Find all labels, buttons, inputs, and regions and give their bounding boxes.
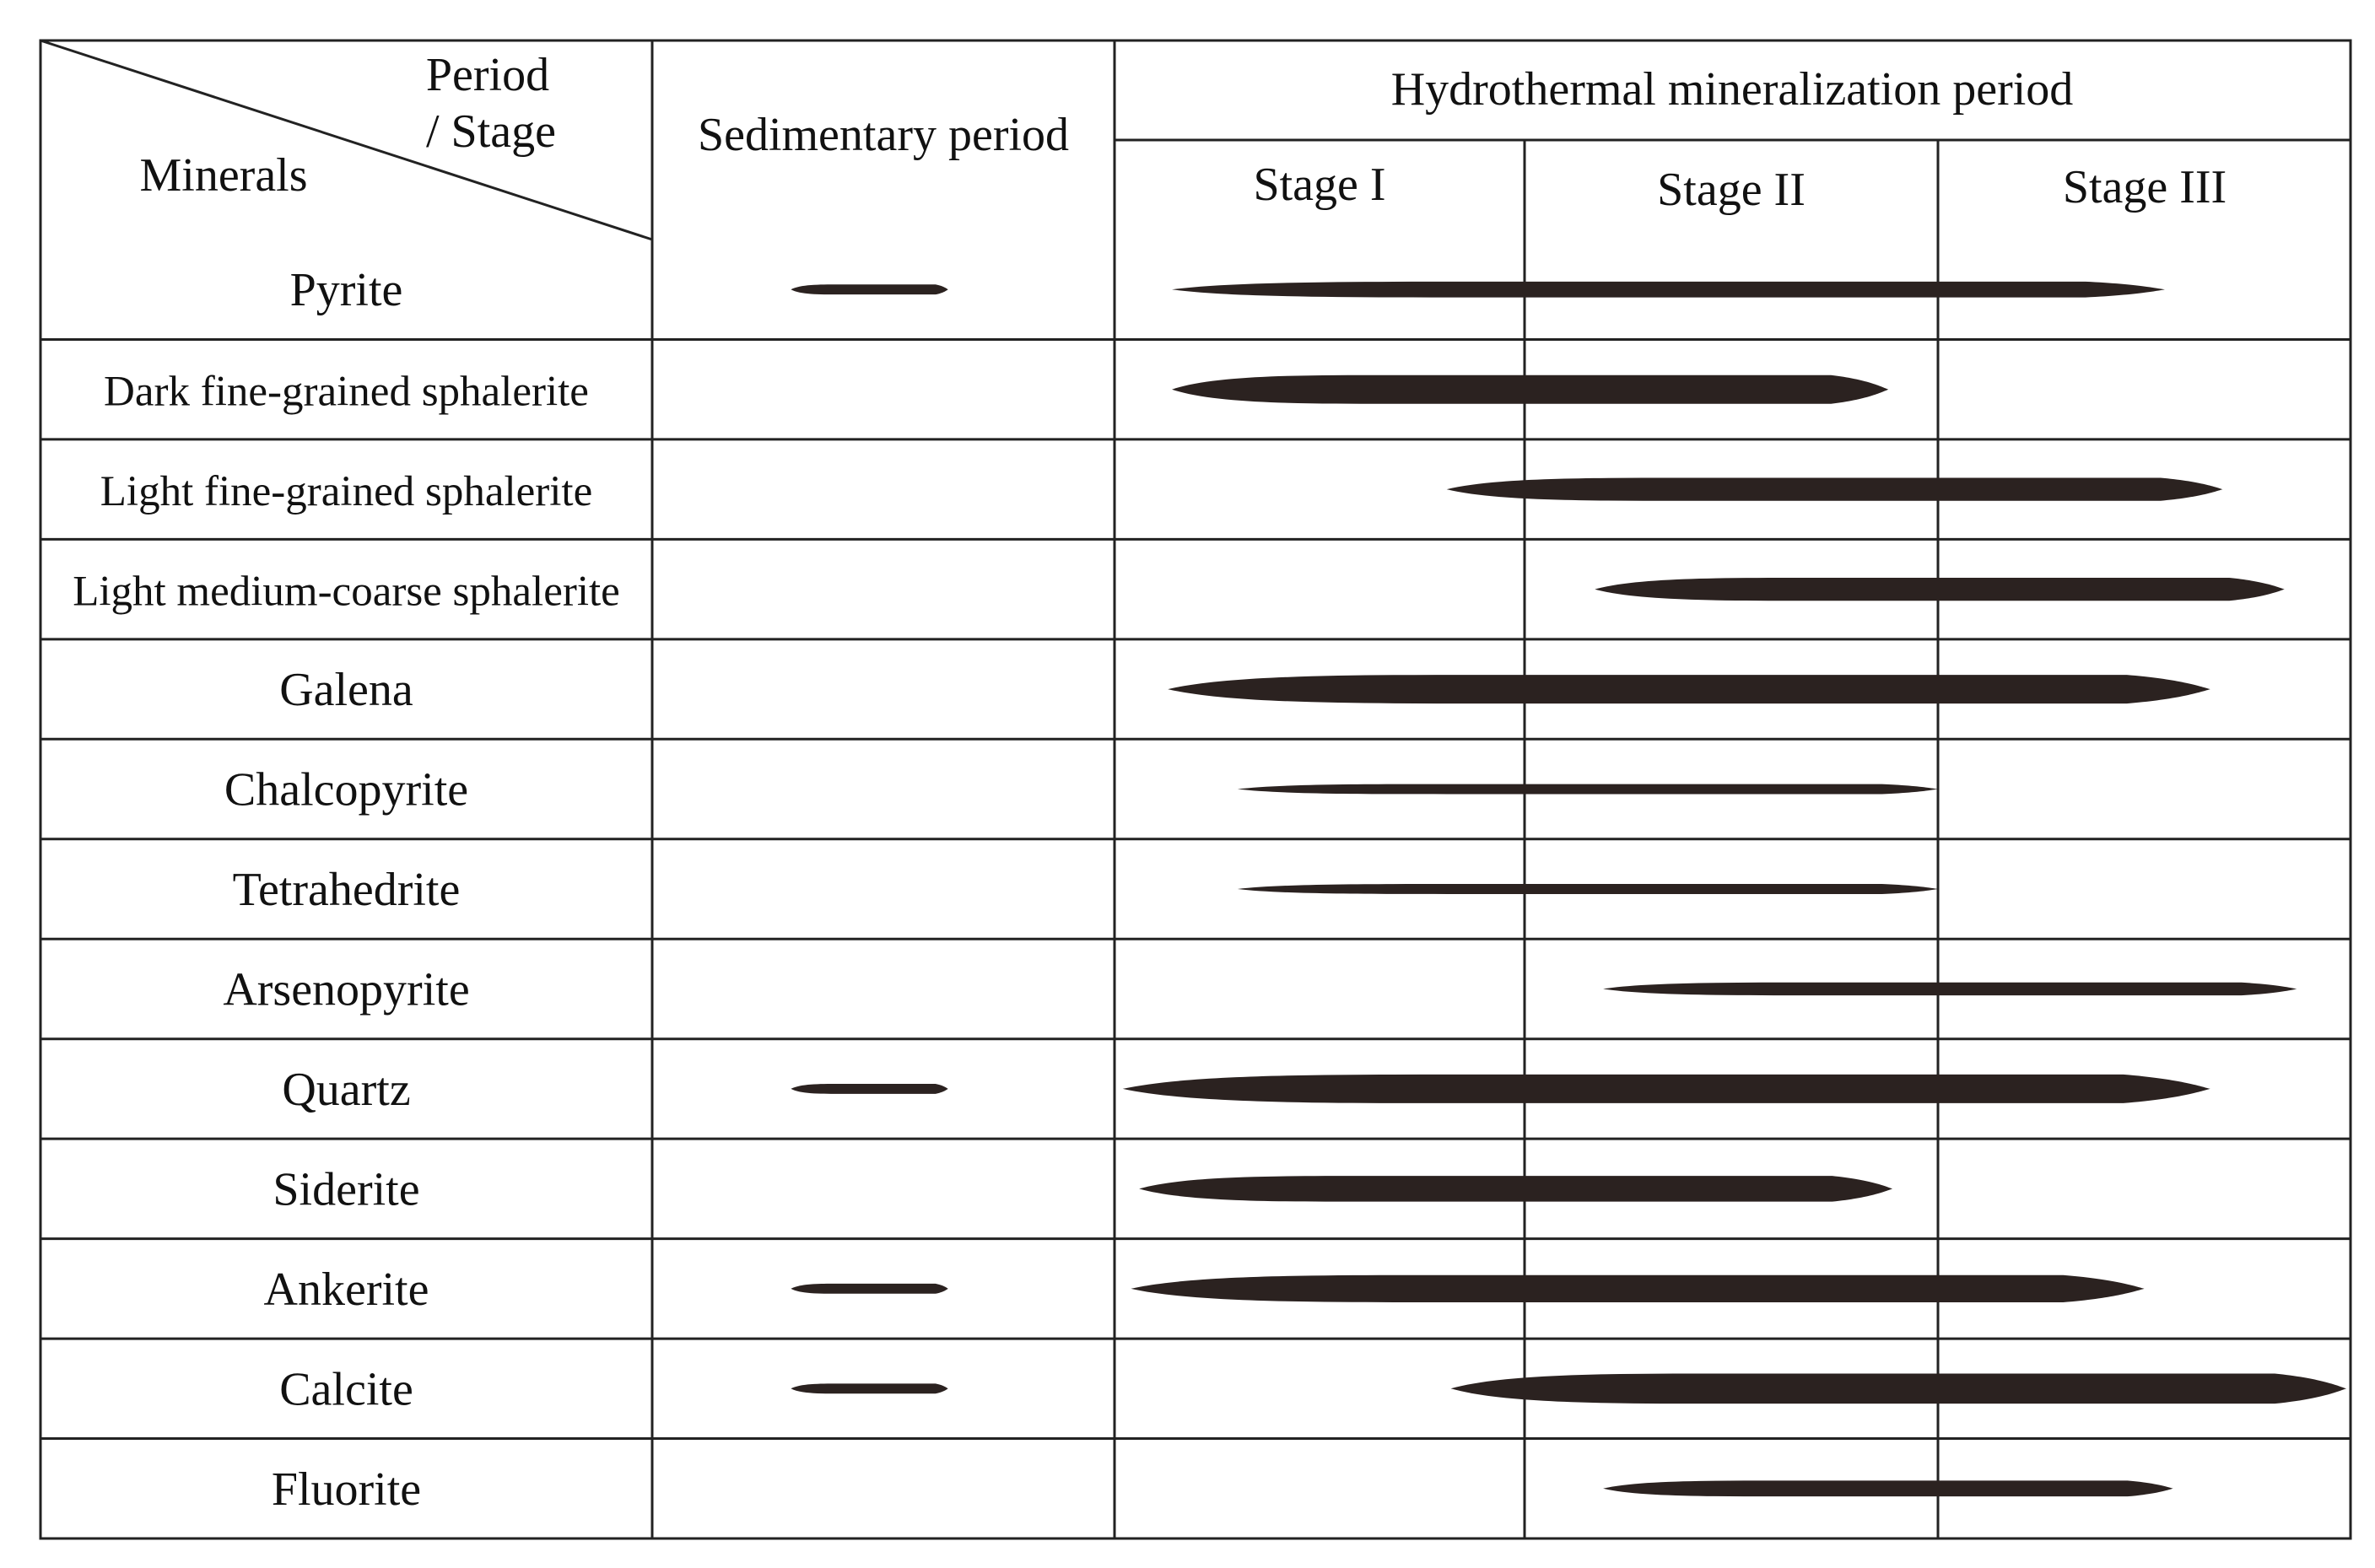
hydrothermal-duration-bar [1139,1176,1892,1202]
hydrothermal-duration-bar [1603,1480,2173,1496]
hydrothermal-period-header: Hydrothermal mineralization period [1390,63,2074,116]
mineral-label: Fluorite [271,1463,422,1516]
mineral-label: Arsenopyrite [223,963,470,1016]
sedimentary-period-header: Sedimentary period [697,109,1070,161]
mineral-label: Tetrahedrite [232,864,461,916]
hydrothermal-duration-bar [1172,282,2165,298]
mineral-label: Galena [279,664,413,717]
hydrothermal-duration-bar [1238,884,1938,894]
hydrothermal-duration-bar [1451,1373,2347,1404]
sedimentary-duration-bar [791,1383,947,1393]
mineral-label: Light medium-coarse sphalerite [73,568,620,616]
mineral-label: Dark fine-grained sphalerite [104,368,589,416]
sedimentary-duration-bar [791,1284,947,1294]
hydrothermal-duration-bar [1123,1075,2210,1103]
mineral-rows [40,264,2351,1516]
hydrothermal-duration-bar [1172,375,1888,404]
mineral-label: Light fine-grained sphalerite [100,468,593,516]
mineral-label: Ankerite [263,1263,429,1316]
corner-period-label: Period [425,49,550,101]
mineral-label: Calcite [279,1363,413,1416]
hydrothermal-duration-bar [1447,478,2223,501]
sedimentary-duration-bar [791,284,947,294]
mineral-label: Siderite [273,1163,420,1216]
corner-diagonal [40,40,652,240]
stage-2-header: Stage II [1657,164,1806,216]
mineral-label: Pyrite [289,264,403,317]
sedimentary-duration-bar [791,1084,947,1094]
hydrothermal-duration-bar [1238,784,1938,795]
stage-3-header: Stage III [2062,161,2227,213]
stage-1-header: Stage I [1253,159,1386,211]
corner-minerals-label: Minerals [139,149,308,202]
hydrothermal-duration-bar [1603,983,2297,995]
mineral-label: Quartz [282,1063,411,1116]
hydrothermal-duration-bar [1168,675,2210,703]
mineral-label: Chalcopyrite [224,763,469,816]
corner-stage-label: / Stage [426,105,556,158]
hydrothermal-duration-bar [1595,578,2284,601]
hydrothermal-duration-bar [1131,1275,2144,1302]
